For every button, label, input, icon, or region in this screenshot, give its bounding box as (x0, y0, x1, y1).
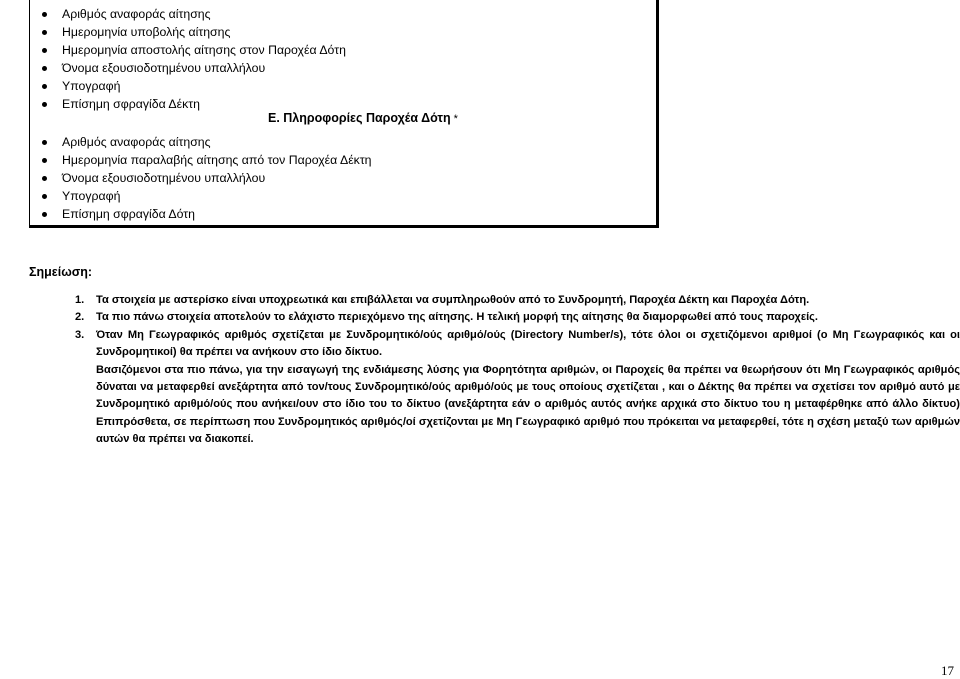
bullet-icon (42, 176, 47, 181)
list-item-label: Υπογραφή (62, 189, 121, 203)
list-item-label: Υπογραφή (62, 79, 121, 93)
list-item-label: Ημερομηνία υποβολής αίτησης (62, 25, 231, 39)
list-item (30, 151, 372, 169)
bullet-icon (42, 66, 47, 71)
bullet-icon (42, 140, 47, 145)
bullet-icon (42, 158, 47, 163)
note-number: 2. (75, 311, 85, 324)
list-item (30, 205, 372, 223)
notes-list (75, 292, 960, 449)
note-item (75, 292, 960, 309)
donor-info-list (30, 133, 372, 223)
bullet-icon (42, 102, 47, 107)
note-item (75, 327, 960, 449)
required-star: * (453, 113, 458, 125)
note-number: 3. (75, 328, 85, 341)
bullet-icon (42, 48, 47, 53)
list-item (30, 187, 372, 205)
form-section-box (29, 0, 659, 228)
bullet-icon (42, 212, 47, 217)
bullet-icon (42, 30, 47, 35)
note-paragraph: Βασιζόμενοι στα πιο πάνω, για την εισαγωγή της ενδιάμεσης λύσης για Φορητότητα αριθμών, οι Παροχείς θα πρέπει να θεωρήσουν ότι Μη Γεωγραφικός αριθμός δύναται να μεταφερθεί ανεξάρτητα από τον/τους Συνδρομητικό/ούς αριθμό/ούς με τους οποίους σχετίζεται , και ο Δέκτης θα πρέπει να σχετίσει τον αριθμό αυτό με Συνδρομητικό αριθμό/ούς που ανήκει/ουν στο ίδιο του το δίκτυο (ανεξάρτητα εάν ο αριθμός αυτός ανήκε αρχικά στο δίκτυο του η μεταφέρθηκε από άλλο δίκτυο) Επιπρόσθετα, σε περίπτωση που Συνδρομητικός αριθμός/οί σχετίζονται με Μη Γεωγραφικό αριθμό που πρόκειται να μεταφερθεί, τότε η σχέση μεταξύ των αριθμών αυτών θα πρέπει να διακοπεί. (96, 363, 960, 446)
notes-title: Σημείωση: (29, 265, 93, 279)
list-item-label: Όνομα εξουσιοδοτημένου υπαλλήλου (62, 61, 266, 75)
section-e-heading (268, 111, 458, 125)
list-item (30, 169, 372, 187)
note-paragraph: Όταν Μη Γεωγραφικός αριθμός σχετίζεται με Συνδρομητικό/ούς αριθμό/ούς (Directory Number/s), τότε όλοι οι σχετιζόμενοι αριθμοί (ο Μη Γεωγραφικός και οι Συνδρομητικοί) θα πρέπει να ανήκουν στο ίδιο δίκτυο. (96, 328, 960, 359)
note-text: Τα στοιχεία με αστερίσκο είναι υποχρεωτικά και επιβάλλεται να συμπληρωθούν από το Συνδρομητή, Παροχέα Δέκτη και Παροχέα Δότη. (96, 294, 810, 306)
note-text: Τα πιο πάνω στοιχεία αποτελούν το ελάχιστο περιεχόμενο της αίτησης. Η τελική μορφή της αίτησης θα διαμορφωθεί από τους παροχείς. (96, 311, 819, 324)
list-item (30, 133, 372, 151)
section-e-title: Ε. Πληροφορίες Παροχέα Δότη (268, 111, 451, 125)
list-item (30, 59, 346, 77)
note-item (75, 309, 960, 326)
page-number: 17 (941, 663, 954, 678)
bullet-icon (42, 84, 47, 89)
note-number: 1. (75, 294, 85, 306)
list-item-label: Επίσημη σφραγίδα Δότη (62, 207, 196, 221)
list-item-label: Αριθμός αναφοράς αίτησης (62, 135, 211, 149)
list-item (30, 41, 346, 59)
bullet-icon (42, 12, 47, 17)
list-item (30, 23, 346, 41)
list-item-label: Ημερομηνία παραλαβής αίτησης από τον Παροχέα Δέκτη (62, 153, 372, 167)
list-item (30, 77, 346, 95)
list-item-label: Αριθμός αναφοράς αίτησης (62, 7, 211, 21)
list-item-label: Ημερομηνία αποστολής αίτησης στον Παροχέα Δότη (62, 43, 346, 57)
list-item-label: Επίσημη σφραγίδα Δέκτη (62, 97, 200, 111)
list-item-label: Όνομα εξουσιοδοτημένου υπαλλήλου (62, 171, 266, 185)
list-item (30, 5, 346, 23)
bullet-icon (42, 194, 47, 199)
requester-info-list (30, 5, 346, 113)
